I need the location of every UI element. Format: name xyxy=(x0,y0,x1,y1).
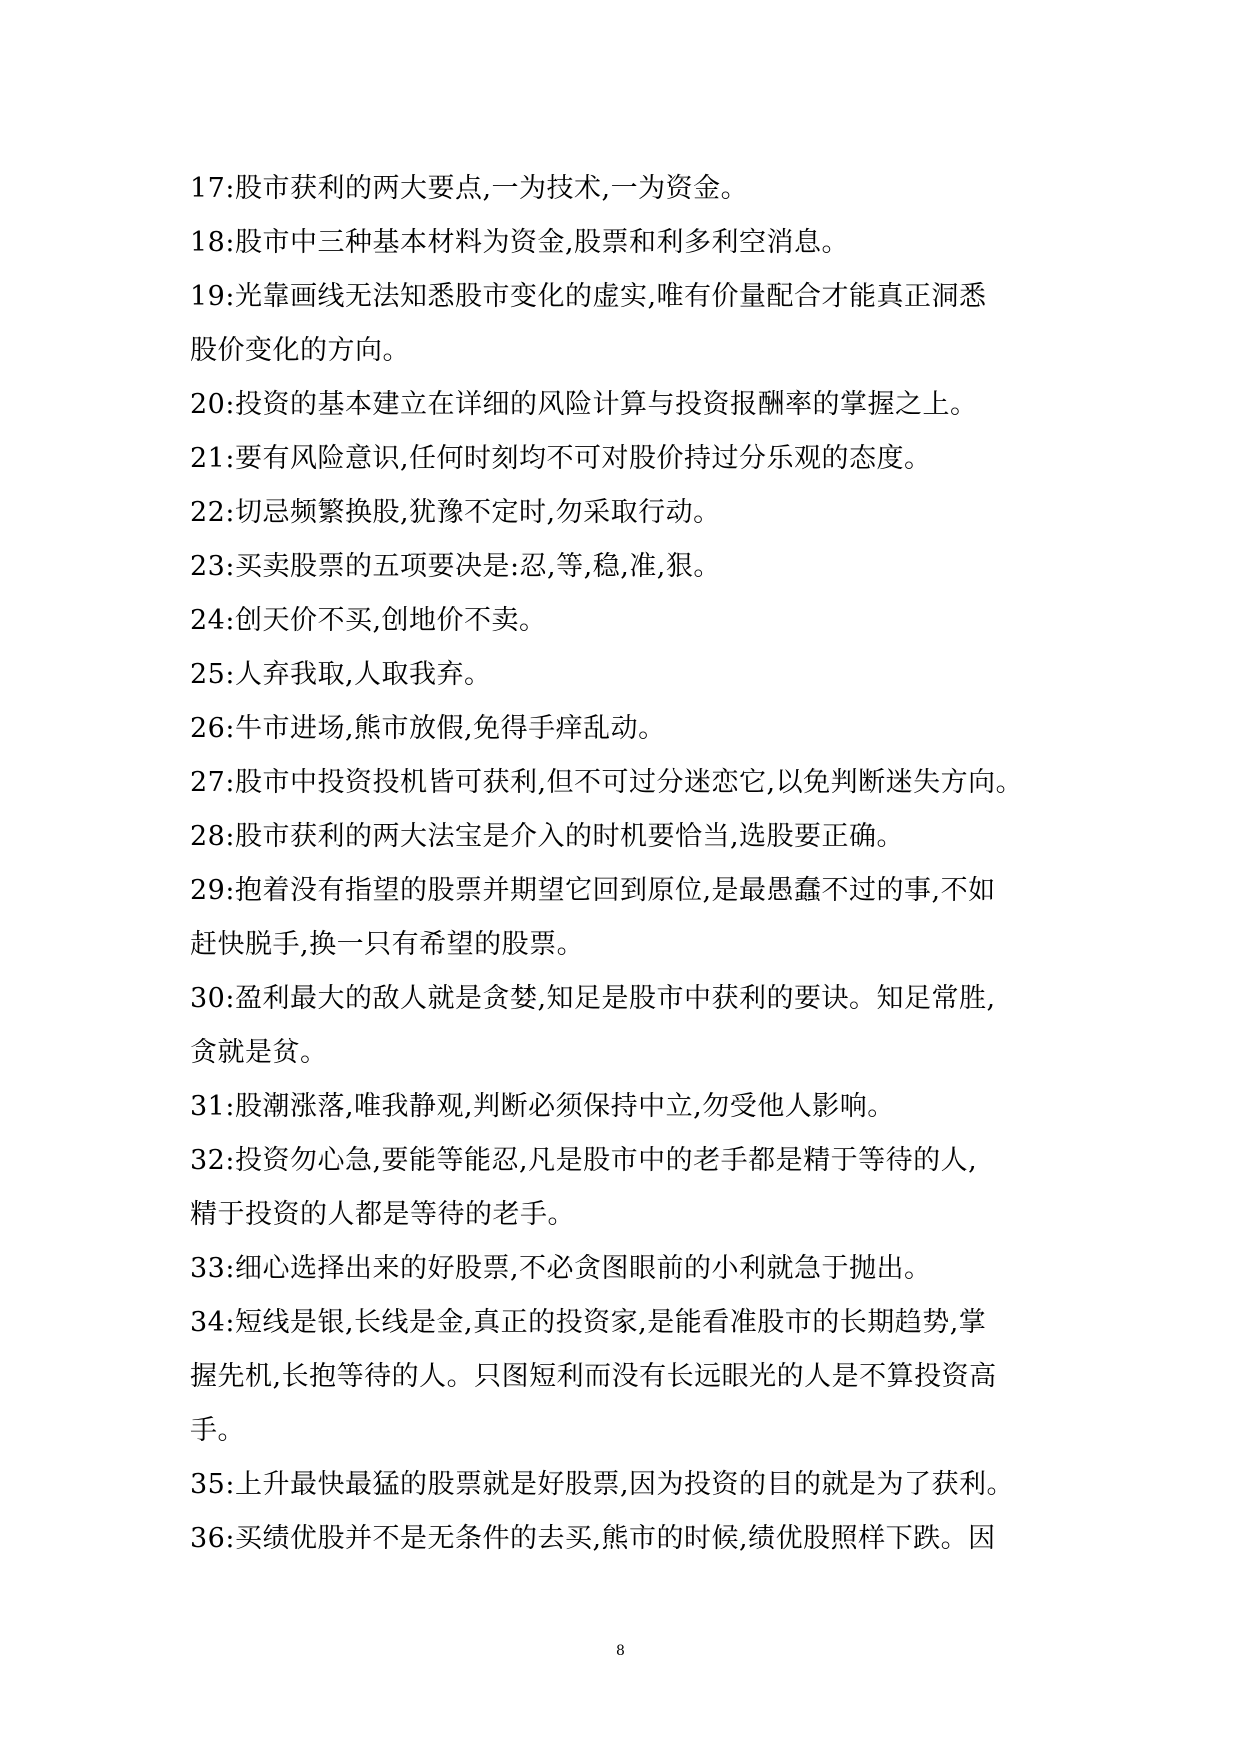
body-text xyxy=(190,162,1070,1566)
text-line: 21:要有风险意识,任何时刻均不可对股价持过分乐观的态度。 xyxy=(190,443,932,474)
text-line: 36:买绩优股并不是无条件的去买,熊市的时候,绩优股照样下跌。因 xyxy=(190,1523,996,1554)
text-line: 22:切忌频繁换股,犹豫不定时,勿采取行动。 xyxy=(190,497,721,528)
text-line: 20:投资的基本建立在详细的风险计算与投资报酬率的掌握之上。 xyxy=(190,389,978,420)
text-line: 18:股市中三种基本材料为资金,股票和利多利空消息。 xyxy=(190,227,850,258)
text-line: 32:投资勿心急,要能等能忍,凡是股市中的老手都是精于等待的人, xyxy=(190,1145,978,1176)
text-line: 17:股市获利的两大要点,一为技术,一为资金。 xyxy=(190,173,749,204)
text-line: 23:买卖股票的五项要决是:忍,等,稳,准,狠。 xyxy=(190,551,721,582)
text-line: 29:抱着没有指望的股票并期望它回到原位,是最愚蠢不过的事,不如 xyxy=(190,875,996,906)
page-number: 8 xyxy=(616,1643,625,1659)
text-line: 30:盈利最大的敌人就是贪婪,知足是股市中获利的要诀。知足常胜, xyxy=(190,983,996,1014)
text-line: 33:细心选择出来的好股票,不必贪图眼前的小利就急于抛出。 xyxy=(190,1253,932,1284)
text-line: 28:股市获利的两大法宝是介入的时机要恰当,选股要正确。 xyxy=(190,821,905,852)
text-line: 26:牛市进场,熊市放假,免得手痒乱动。 xyxy=(190,713,666,744)
text-line: 34:短线是银,长线是金,真正的投资家,是能看准股市的长期趋势,掌 xyxy=(190,1307,987,1338)
text-line: 31:股潮涨落,唯我静观,判断必须保持中立,勿受他人影响。 xyxy=(190,1091,895,1122)
text-line: 贪就是贫。 xyxy=(190,1037,328,1068)
text-line: 25:人弃我取,人取我弃。 xyxy=(190,659,492,690)
text-line: 35:上升最快最猛的股票就是好股票,因为投资的目的就是为了获利。 xyxy=(190,1469,1015,1500)
text-line: 股价变化的方向。 xyxy=(190,335,410,366)
text-line: 精于投资的人都是等待的老手。 xyxy=(190,1199,575,1230)
text-line: 赶快脱手,换一只有希望的股票。 xyxy=(190,929,585,960)
text-line: 手。 xyxy=(190,1415,245,1446)
text-line: 27:股市中投资投机皆可获利,但不可过分迷恋它,以免判断迷失方向。 xyxy=(190,767,1024,798)
text-line: 19:光靠画线无法知悉股市变化的虚实,唯有价量配合才能真正洞悉 xyxy=(190,281,987,312)
text-line: 24:创天价不买,创地价不卖。 xyxy=(190,605,547,636)
text-line: 握先机,长抱等待的人。只图短利而没有长远眼光的人是不算投资高 xyxy=(190,1361,997,1392)
